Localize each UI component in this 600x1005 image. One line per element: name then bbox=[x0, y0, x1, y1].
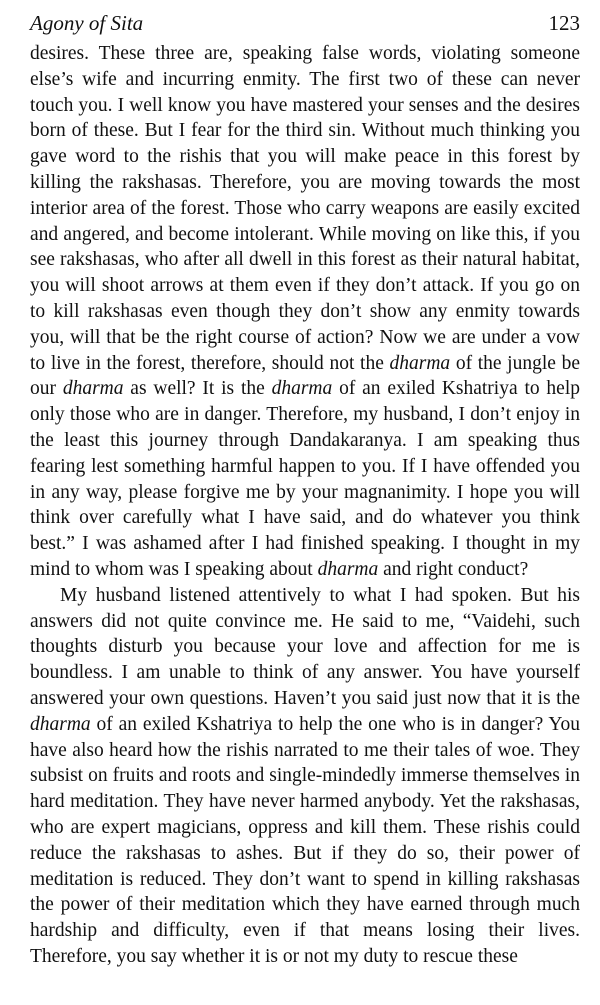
body-text bbox=[30, 41, 580, 970]
italic-term-dharma: dharma bbox=[389, 352, 451, 374]
running-head bbox=[30, 10, 580, 36]
paragraph-2 bbox=[30, 583, 580, 970]
paragraph-1-text-3: as well? It is the bbox=[123, 378, 272, 400]
paragraph-1-text-1: desires. These three are, speaking false words, violating someone else’s wife and incurring enmity. The first two of these can never touch you. I well know you have mastered your senses and the desires born of these. But I fear for the third sin. Without much thinking you gave word to the rishis that you will make peace in this forest by killing the rakshasas. Therefore, you are moving towards the most interior area of the forest. Those who carry weapons are easily excited and angered, and become intolerant. While moving on like this, if you see rakshasas, who after all dwell in this forest as their natural habitat, you will shoot arrows at them even if they don’t attack. If you go on to kill rakshasas even though they don’t show any enmity towards you, will that be the right course of action? Now we are under a vow to live in the forest, therefore, should not the bbox=[30, 43, 580, 374]
italic-term-dharma: dharma bbox=[317, 558, 379, 580]
paragraph-1-text-4: of an exiled Kshatriya to help only those who are in danger. Therefore, my husband, I don’t enjoy in the least this journey through Dandakaranya. I am speaking thus fearing lest something harmful happen to you. If I have offended you in any way, please forgive me by your magnanimity. I hope you will think over carefully what I have said, and do whatever you think best.” I was ashamed after I had finished speaking. I thought in my mind to whom was I speaking about bbox=[30, 378, 580, 580]
paragraph-1-text-2: of the jungle be our bbox=[30, 352, 580, 400]
paragraph-1 bbox=[30, 41, 580, 583]
italic-term-dharma: dharma bbox=[271, 378, 333, 400]
page-number: 123 bbox=[548, 11, 580, 35]
paragraph-2-text-2: of an exiled Kshatriya to help the one who is in danger? You have also heard how the rishis narrated to me their tales of woe. They subsist on fruits and roots and single-mindedly immerse themselves in hard meditation. They have never harmed anybody. Yet the rakshasas, who are expert magicians, oppress and kill them. These rishis could reduce the rakshasas to ashes. But if they do so, their power of meditation is reduced. They don’t want to spend in killing rakshasas the power of their meditation which they have earned through much hardship and difficulty, even if that means losing their lives. Therefore, you say whether it is or not my duty to rescue these bbox=[30, 713, 580, 967]
paragraph-2-text-1: My husband listened attentively to what I had spoken. But his answers did not quite convince me. He said to me, “Vaidehi, such thoughts disturb you because your love and affection for me is boundless. I am unable to think of any answer. You have yourself answered your own questions. Haven’t you said just now that it is the bbox=[30, 584, 580, 709]
italic-term-dharma: dharma bbox=[62, 378, 124, 400]
book-page bbox=[30, 10, 580, 970]
paragraph-1-text-5: and right conduct? bbox=[378, 558, 529, 580]
italic-term-dharma: dharma bbox=[30, 713, 91, 735]
running-title: Agony of Sita bbox=[30, 11, 144, 35]
